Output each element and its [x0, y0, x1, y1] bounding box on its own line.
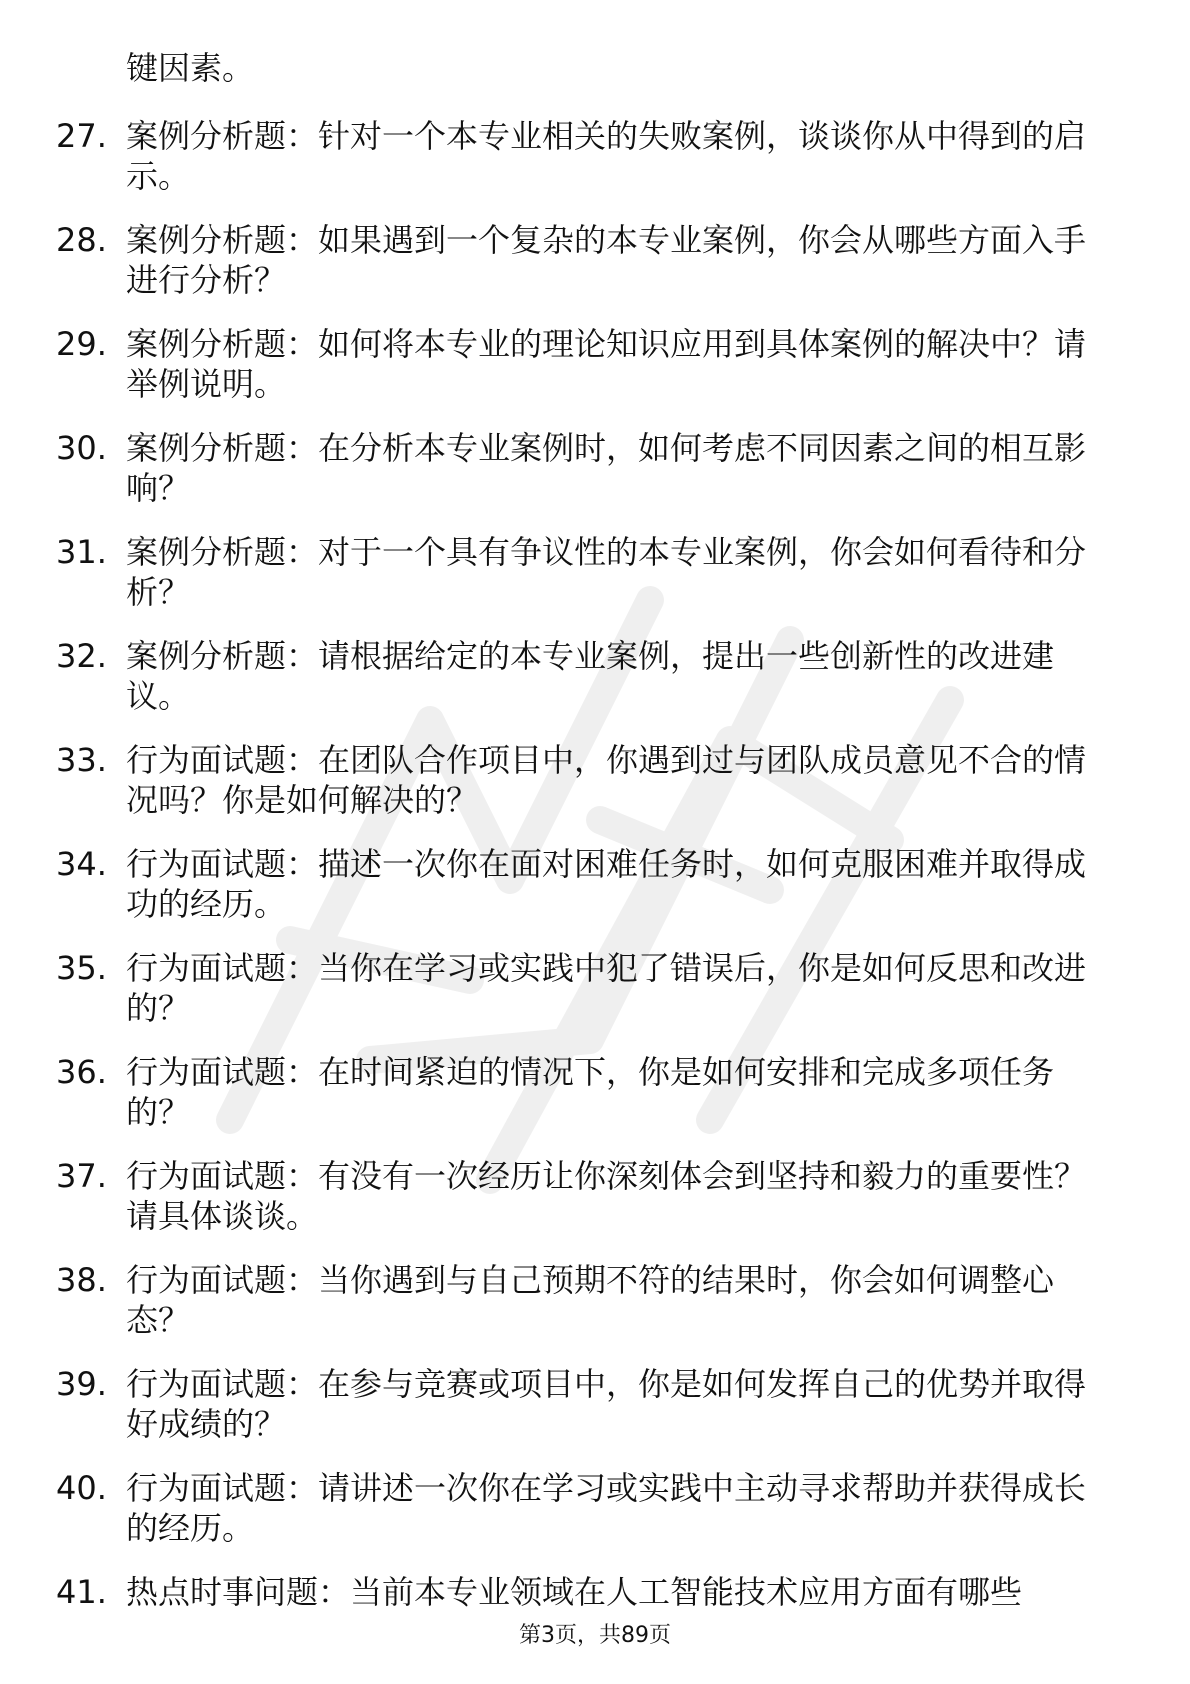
question-number: 38.	[56, 1261, 107, 1299]
question-body: 描述一次你在面对困难任务时，如何克服困难并取得成功的经历。	[126, 845, 1087, 923]
question-text	[126, 1572, 1111, 1612]
question-category: 行为面试题：	[126, 845, 319, 883]
list-item	[0, 116, 1190, 220]
question-number: 39.	[56, 1365, 107, 1403]
continuation-text: 键因素。	[126, 49, 255, 87]
question-category: 案例分析题：	[126, 117, 319, 155]
list-item	[0, 740, 1190, 844]
question-text	[126, 116, 1111, 196]
question-body: 在时间紧迫的情况下，你是如何安排和完成多项任务的？	[126, 1053, 1055, 1131]
list-item	[0, 1468, 1190, 1572]
question-category: 行为面试题：	[126, 1157, 319, 1195]
question-category: 案例分析题：	[126, 637, 319, 675]
question-body: 如果遇到一个复杂的本专业案例，你会从哪些方面入手进行分析？	[126, 221, 1087, 299]
question-number: 29.	[56, 325, 107, 363]
question-number: 32.	[56, 637, 107, 675]
question-body: 当前本专业领域在人工智能技术应用方面有哪些	[350, 1573, 1023, 1611]
question-body: 当你在学习或实践中犯了错误后，你是如何反思和改进的？	[126, 949, 1087, 1027]
question-number: 41.	[56, 1573, 107, 1611]
list-item	[0, 324, 1190, 428]
question-text	[126, 220, 1111, 300]
question-category: 行为面试题：	[126, 1469, 319, 1507]
question-text	[126, 532, 1111, 612]
question-text	[126, 1468, 1111, 1548]
question-body: 针对一个本专业相关的失败案例，谈谈你从中得到的启示。	[126, 117, 1087, 195]
question-number: 35.	[56, 949, 107, 987]
list-item	[0, 220, 1190, 324]
question-text	[126, 1364, 1111, 1444]
question-text	[126, 324, 1111, 404]
question-body: 如何将本专业的理论知识应用到具体案例的解决中？请举例说明。	[126, 325, 1087, 403]
question-body: 对于一个具有争议性的本专业案例，你会如何看待和分析？	[126, 533, 1087, 611]
question-number: 30.	[56, 429, 107, 467]
list-item	[0, 948, 1190, 1052]
question-number: 27.	[56, 117, 107, 155]
question-body: 请讲述一次你在学习或实践中主动寻求帮助并获得成长的经历。	[126, 1469, 1087, 1547]
list-item	[0, 428, 1190, 532]
page-number-footer: 第3页，共89页	[519, 1623, 671, 1648]
list-item	[0, 532, 1190, 636]
question-number: 33.	[56, 741, 107, 779]
list-item	[0, 844, 1190, 948]
question-number: 31.	[56, 533, 107, 571]
list-item	[0, 1260, 1190, 1364]
question-text	[126, 1052, 1111, 1132]
question-body: 有没有一次经历让你深刻体会到坚持和毅力的重要性？请具体谈谈。	[126, 1157, 1087, 1235]
question-category: 行为面试题：	[126, 1365, 319, 1403]
question-category: 案例分析题：	[126, 325, 319, 363]
question-number: 37.	[56, 1157, 107, 1195]
list-item	[0, 1052, 1190, 1156]
question-number: 36.	[56, 1053, 107, 1091]
question-number: 34.	[56, 845, 107, 883]
question-body: 在团队合作项目中，你遇到过与团队成员意见不合的情况吗？你是如何解决的？	[126, 741, 1087, 819]
question-text	[126, 740, 1111, 820]
question-text	[126, 948, 1111, 1028]
list-item	[0, 1364, 1190, 1468]
question-category: 案例分析题：	[126, 429, 319, 467]
question-text	[126, 428, 1111, 508]
question-body: 在分析本专业案例时，如何考虑不同因素之间的相互影响？	[126, 429, 1087, 507]
question-body: 在参与竞赛或项目中，你是如何发挥自己的优势并取得好成绩的？	[126, 1365, 1087, 1443]
question-body: 当你遇到与自己预期不符的结果时，你会如何调整心态？	[126, 1261, 1055, 1339]
question-category: 案例分析题：	[126, 221, 319, 259]
question-category: 行为面试题：	[126, 1053, 319, 1091]
question-list	[0, 116, 1190, 1676]
question-category: 行为面试题：	[126, 741, 319, 779]
question-text	[126, 636, 1111, 716]
question-number: 28.	[56, 221, 107, 259]
question-category: 行为面试题：	[126, 1261, 319, 1299]
list-item	[0, 1156, 1190, 1260]
question-category: 案例分析题：	[126, 533, 319, 571]
list-item	[0, 636, 1190, 740]
question-category: 行为面试题：	[126, 949, 319, 987]
question-number: 40.	[56, 1469, 107, 1507]
question-body: 请根据给定的本专业案例，提出一些创新性的改进建议。	[126, 637, 1055, 715]
question-text	[126, 844, 1111, 924]
question-text	[126, 1260, 1111, 1340]
question-text	[126, 1156, 1111, 1236]
question-category: 热点时事问题：	[126, 1573, 351, 1611]
